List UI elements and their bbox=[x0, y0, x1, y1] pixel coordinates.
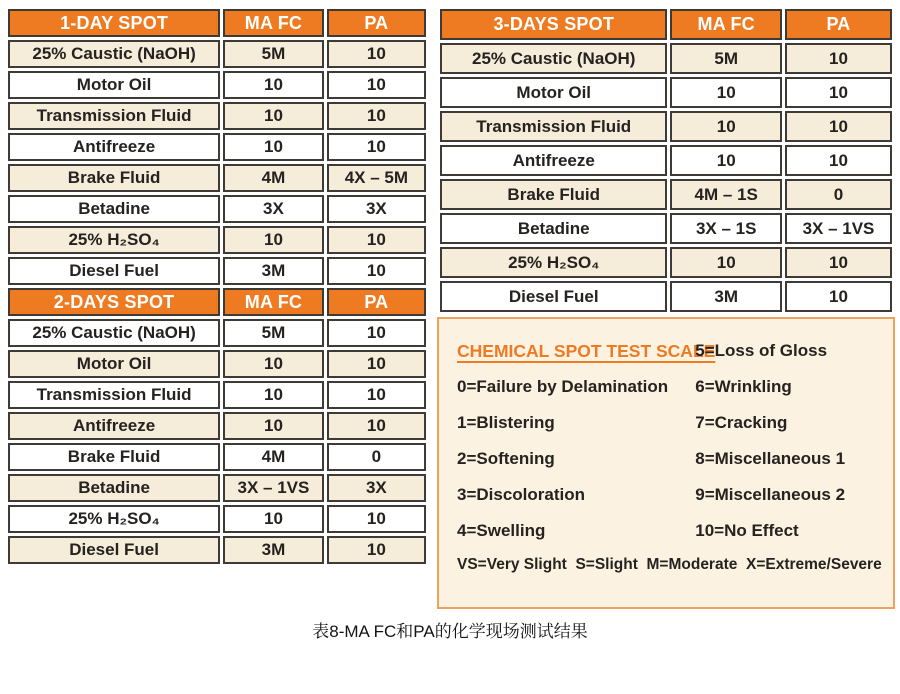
substance-cell: Diesel Fuel bbox=[440, 281, 667, 312]
legend-item: 1=Blistering bbox=[457, 413, 555, 432]
table-row bbox=[8, 381, 426, 409]
substance-cell: Brake Fluid bbox=[8, 164, 220, 192]
legend-box bbox=[437, 317, 895, 609]
mafc-value-cell: 3X bbox=[223, 195, 324, 223]
spot-test-table-left bbox=[5, 6, 429, 567]
legend-item: 3=Discoloration bbox=[457, 485, 586, 504]
table-header-row-3days bbox=[440, 9, 892, 40]
pa-value-cell: 4X – 5M bbox=[327, 164, 426, 192]
table-row bbox=[440, 111, 892, 142]
substance-cell: 25% Caustic (NaOH) bbox=[8, 40, 220, 68]
table-row bbox=[440, 281, 892, 312]
table-row bbox=[8, 536, 426, 564]
pa-value-cell: 10 bbox=[327, 71, 426, 99]
substance-cell: Betadine bbox=[8, 474, 220, 502]
pa-value-cell: 10 bbox=[785, 111, 892, 142]
pa-value-cell: 3X bbox=[327, 474, 426, 502]
pa-value-cell: 10 bbox=[785, 43, 892, 74]
left-column bbox=[5, 6, 429, 609]
substance-cell: Motor Oil bbox=[8, 71, 220, 99]
substance-cell: Brake Fluid bbox=[8, 443, 220, 471]
table-row bbox=[8, 133, 426, 161]
table-title-2days: 2-DAYS SPOT bbox=[8, 288, 220, 316]
mafc-value-cell: 10 bbox=[223, 71, 324, 99]
table-row bbox=[8, 71, 426, 99]
table-row bbox=[8, 350, 426, 378]
substance-cell: Transmission Fluid bbox=[8, 381, 220, 409]
legend-item: 8=Miscellaneous 1 bbox=[695, 449, 846, 468]
mafc-value-cell: 10 bbox=[223, 102, 324, 130]
pa-value-cell: 10 bbox=[327, 505, 426, 533]
mafc-value-cell: 10 bbox=[670, 247, 782, 278]
mafc-value-cell: 3M bbox=[670, 281, 782, 312]
pa-value-cell: 10 bbox=[327, 412, 426, 440]
table-row bbox=[8, 226, 426, 254]
substance-cell: 25% Caustic (NaOH) bbox=[440, 43, 667, 74]
table-row bbox=[8, 40, 426, 68]
legend-abbreviations: VS=Very Slight S=Slight M=Moderate X=Extreme/Severe bbox=[457, 556, 882, 573]
pa-value-cell: 10 bbox=[327, 102, 426, 130]
substance-cell: Antifreeze bbox=[440, 145, 667, 176]
column-header-pa: PA bbox=[785, 9, 892, 40]
column-header-mafc: MA FC bbox=[223, 288, 324, 316]
table-row bbox=[8, 164, 426, 192]
substance-cell: Betadine bbox=[440, 213, 667, 244]
mafc-value-cell: 4M – 1S bbox=[670, 179, 782, 210]
table-title-1day: 1-DAY SPOT bbox=[8, 9, 220, 37]
legend-column-right bbox=[695, 333, 875, 549]
mafc-value-cell: 10 bbox=[223, 412, 324, 440]
column-header-mafc: MA FC bbox=[670, 9, 782, 40]
legend-title: CHEMICAL SPOT TEST SCALE bbox=[457, 341, 716, 361]
legend-item: 4=Swelling bbox=[457, 521, 546, 540]
table-row bbox=[440, 247, 892, 278]
mafc-value-cell: 10 bbox=[223, 133, 324, 161]
table-header-row-1day bbox=[8, 9, 426, 37]
mafc-value-cell: 5M bbox=[670, 43, 782, 74]
legend-item: 6=Wrinkling bbox=[695, 377, 792, 396]
pa-value-cell: 10 bbox=[327, 381, 426, 409]
legend-columns bbox=[457, 333, 875, 549]
table-row bbox=[8, 319, 426, 347]
table-row bbox=[8, 443, 426, 471]
substance-cell: 25% H₂SO₄ bbox=[8, 505, 220, 533]
pa-value-cell: 10 bbox=[785, 281, 892, 312]
mafc-value-cell: 4M bbox=[223, 443, 324, 471]
right-column bbox=[437, 6, 895, 609]
legend-item: 5=Loss of Gloss bbox=[695, 341, 828, 360]
pa-value-cell: 10 bbox=[327, 40, 426, 68]
table-row bbox=[8, 195, 426, 223]
table-row bbox=[440, 145, 892, 176]
table-title-3days: 3-DAYS SPOT bbox=[440, 9, 667, 40]
table-row bbox=[440, 43, 892, 74]
mafc-value-cell: 10 bbox=[223, 226, 324, 254]
legend-item: 0=Failure by Delamination bbox=[457, 377, 669, 396]
pa-value-cell: 10 bbox=[327, 350, 426, 378]
pa-value-cell: 10 bbox=[327, 319, 426, 347]
table-row bbox=[8, 412, 426, 440]
table-row bbox=[8, 505, 426, 533]
column-header-pa: PA bbox=[327, 288, 426, 316]
table-row bbox=[8, 474, 426, 502]
substance-cell: Diesel Fuel bbox=[8, 536, 220, 564]
pa-value-cell: 10 bbox=[327, 226, 426, 254]
pa-value-cell: 10 bbox=[327, 133, 426, 161]
column-header-pa: PA bbox=[327, 9, 426, 37]
legend-item: 9=Miscellaneous 2 bbox=[695, 485, 846, 504]
table-row bbox=[440, 213, 892, 244]
legend-item: 2=Softening bbox=[457, 449, 555, 468]
mafc-value-cell: 5M bbox=[223, 40, 324, 68]
pa-value-cell: 10 bbox=[327, 536, 426, 564]
mafc-value-cell: 10 bbox=[223, 505, 324, 533]
substance-cell: Diesel Fuel bbox=[8, 257, 220, 285]
substance-cell: Transmission Fluid bbox=[440, 111, 667, 142]
substance-cell: 25% Caustic (NaOH) bbox=[8, 319, 220, 347]
pa-value-cell: 10 bbox=[327, 257, 426, 285]
table-row bbox=[8, 257, 426, 285]
pa-value-cell: 3X bbox=[327, 195, 426, 223]
table-header-row-2days bbox=[8, 288, 426, 316]
substance-cell: Brake Fluid bbox=[440, 179, 667, 210]
pa-value-cell: 10 bbox=[785, 145, 892, 176]
pa-value-cell: 0 bbox=[327, 443, 426, 471]
legend-item: 7=Cracking bbox=[695, 413, 788, 432]
spot-test-table-3days bbox=[437, 6, 895, 315]
substance-cell: Antifreeze bbox=[8, 133, 220, 161]
table-row bbox=[440, 179, 892, 210]
mafc-value-cell: 4M bbox=[223, 164, 324, 192]
table-caption: 表8-MA FC和PA的化学现场测试结果 bbox=[312, 622, 588, 641]
mafc-value-cell: 10 bbox=[223, 350, 324, 378]
table-row bbox=[8, 102, 426, 130]
substance-cell: Antifreeze bbox=[8, 412, 220, 440]
substance-cell: 25% H₂SO₄ bbox=[440, 247, 667, 278]
mafc-value-cell: 3X – 1S bbox=[670, 213, 782, 244]
mafc-value-cell: 3X – 1VS bbox=[223, 474, 324, 502]
legend-item: 10=No Effect bbox=[695, 521, 799, 540]
mafc-value-cell: 10 bbox=[223, 381, 324, 409]
table-row bbox=[440, 77, 892, 108]
pa-value-cell: 0 bbox=[785, 179, 892, 210]
mafc-value-cell: 10 bbox=[670, 145, 782, 176]
mafc-value-cell: 5M bbox=[223, 319, 324, 347]
mafc-value-cell: 3M bbox=[223, 257, 324, 285]
substance-cell: 25% H₂SO₄ bbox=[8, 226, 220, 254]
substance-cell: Betadine bbox=[8, 195, 220, 223]
mafc-value-cell: 10 bbox=[670, 111, 782, 142]
column-header-mafc: MA FC bbox=[223, 9, 324, 37]
pa-value-cell: 3X – 1VS bbox=[785, 213, 892, 244]
pa-value-cell: 10 bbox=[785, 77, 892, 108]
mafc-value-cell: 10 bbox=[670, 77, 782, 108]
mafc-value-cell: 3M bbox=[223, 536, 324, 564]
substance-cell: Transmission Fluid bbox=[8, 102, 220, 130]
legend-column-left bbox=[457, 333, 716, 549]
pa-value-cell: 10 bbox=[785, 247, 892, 278]
substance-cell: Motor Oil bbox=[8, 350, 220, 378]
substance-cell: Motor Oil bbox=[440, 77, 667, 108]
